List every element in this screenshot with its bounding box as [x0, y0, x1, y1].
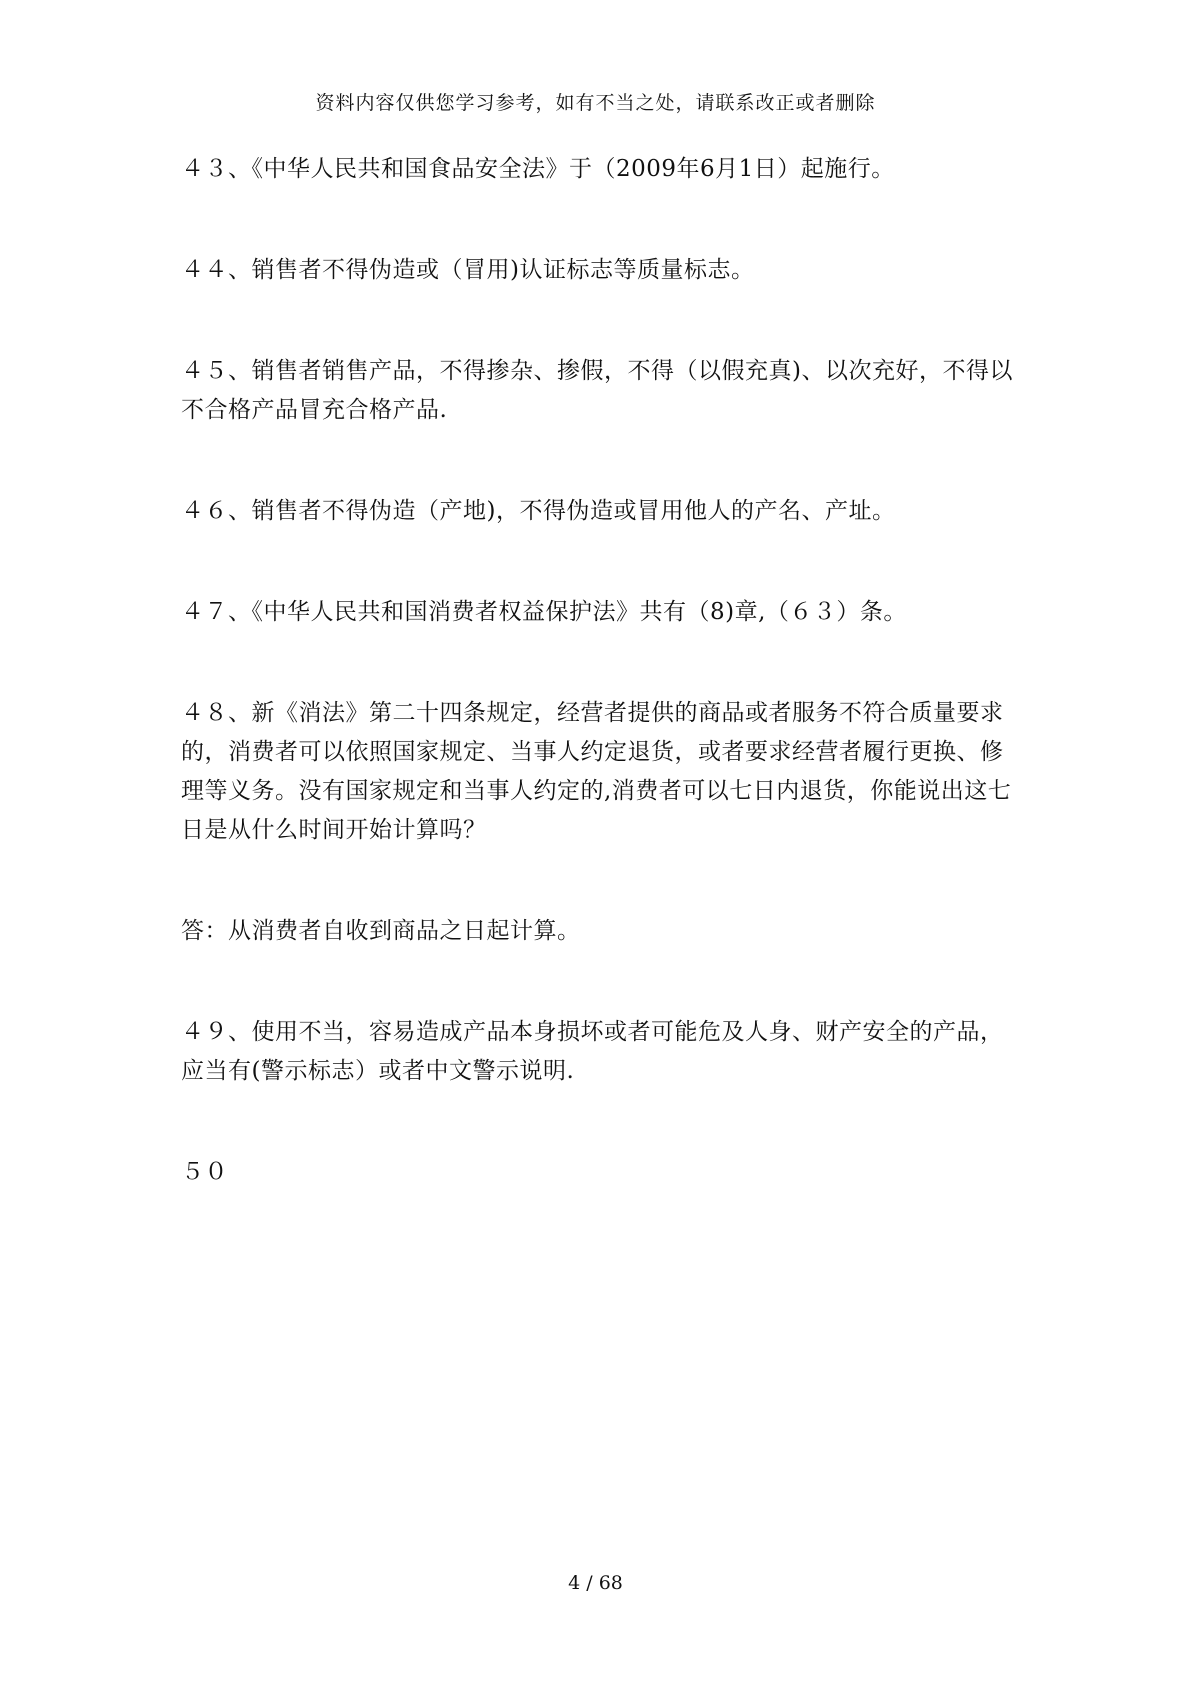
paragraph-47: ４７、《中华人民共和国消费者权益保护法》共有（8)章,（６３）条。 — [181, 599, 907, 625]
page-number: 4 / 68 — [568, 1572, 623, 1594]
paragraph-48: ４８、新《消法》第二十四条规定，经营者提供的商品或者服务不符合质量要求的，消费者可以依照国家规定、当事人约定退货，或者要求经营者履行更换、修理等义务。没有国家规定和当事人约定的,消费者可以七日内退货，你能说出这七日是从什么时间开始计算吗？ — [181, 700, 1012, 843]
paragraph-50: ５０ — [181, 1159, 228, 1185]
document-body — [181, 150, 1021, 1254]
paragraph-49: ４９、使用不当，容易造成产品本身损坏或者可能危及人身、财产安全的产品，应当有(警示标志）或者中文警示说明. — [181, 1019, 1004, 1084]
paragraph-45: ４５、销售者销售产品，不得掺杂、掺假，不得（以假充真)、以次充好，不得以不合格产品冒充合格产品. — [181, 358, 1013, 423]
paragraph-answer: 答：从消费者自收到商品之日起计算。 — [181, 918, 581, 944]
header-note: 资料内容仅供您学习参考，如有不当之处，请联系改正或者删除 — [315, 92, 876, 114]
paragraph-44: ４４、销售者不得伪造或（冒用)认证标志等质量标志。 — [181, 257, 755, 283]
paragraph-46: ４６、销售者不得伪造（产地)，不得伪造或冒用他人的产名、产址。 — [181, 498, 896, 524]
paragraph-43: ４３、《中华人民共和国食品安全法》于（2009年6月1日）起施行。 — [181, 156, 895, 182]
